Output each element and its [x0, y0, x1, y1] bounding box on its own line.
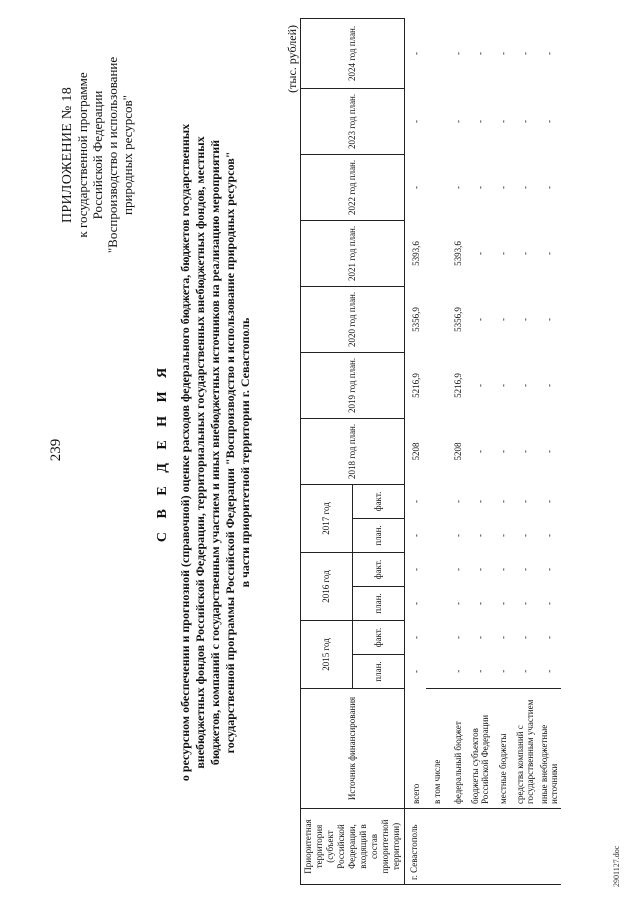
header-territory: Приоритетная территория (субъект Российской Федерации, входящий в состав приоритетной территории) [301, 809, 405, 885]
source-cell: в том числе [426, 689, 447, 809]
value-cell: - [410, 567, 421, 571]
source-cell: бюджеты субъектов Российской Федерации [468, 689, 492, 809]
header-fact: факт. [353, 552, 405, 586]
value-cell [426, 620, 447, 654]
value-cell: - [475, 533, 485, 537]
header-fact: факт. [353, 620, 405, 654]
value-cell: - [497, 119, 508, 123]
table-row [492, 18, 513, 884]
value-cell: - [544, 251, 554, 255]
source-cell: федеральный бюджет [447, 689, 468, 809]
value-cell: - [544, 317, 554, 321]
value-cell: - [520, 251, 530, 255]
value-cell: - [544, 185, 554, 189]
header-plan: план. [353, 655, 405, 689]
value-cell: 5356,9 [452, 307, 463, 332]
value-cell: - [475, 317, 485, 321]
table-row [405, 18, 427, 884]
value-cell: 5393,6 [452, 241, 463, 266]
header-year-plan: 2021 год план. [301, 220, 405, 286]
value-cell: - [544, 636, 554, 639]
header-fact: факт. [353, 484, 405, 518]
value-cell: - [452, 51, 463, 55]
value-cell: - [544, 51, 554, 55]
heading-line: бюджетов, компаний с государственным участием и иных внебюджетных источников на реализацию мероприятий [208, 139, 222, 766]
value-cell: - [475, 449, 485, 453]
value-cell: - [544, 119, 554, 123]
value-cell [426, 88, 447, 154]
source-cell: всего [410, 783, 421, 804]
appendix-line: "Воспроизводство и использование [105, 56, 120, 254]
header-year-plan: 2023 год план. [301, 88, 405, 154]
value-cell: - [520, 499, 530, 503]
table-row [537, 18, 561, 884]
value-cell: - [520, 567, 530, 571]
value-cell: - [475, 383, 485, 387]
heading-line: в части приоритетной территории г. Севастополь [238, 317, 252, 588]
header-year: 2015 год [301, 620, 353, 688]
value-cell: - [520, 669, 530, 673]
units-label: (тыс. рублей) [285, 25, 299, 93]
value-cell: - [410, 636, 421, 639]
value-cell: - [497, 251, 508, 255]
value-cell: - [520, 51, 530, 55]
value-cell [426, 552, 447, 586]
value-cell: - [497, 317, 508, 321]
value-cell: - [497, 449, 508, 453]
value-cell: - [520, 383, 530, 387]
value-cell: - [475, 119, 485, 123]
header-year-plan: 2018 год план. [301, 418, 405, 484]
table-row [447, 18, 468, 884]
value-cell: 5393,6 [410, 241, 421, 266]
territory-cell: г. Севастополь [405, 809, 562, 885]
value-cell [426, 518, 447, 552]
value-cell: - [520, 601, 530, 605]
value-cell: - [497, 383, 508, 387]
value-cell: - [410, 499, 421, 503]
appendix-block [60, 15, 135, 295]
value-cell [426, 418, 447, 484]
value-cell: - [544, 601, 554, 605]
header-source: Источник финансирования [301, 689, 405, 809]
value-cell: - [475, 567, 485, 571]
header-year-plan: 2022 год план. [301, 154, 405, 220]
value-cell: - [410, 670, 421, 673]
page-number: 239 [48, 438, 64, 462]
funding-table [300, 18, 561, 885]
value-cell: - [497, 669, 508, 673]
header-plan: план. [353, 518, 405, 552]
source-cell: местные бюджеты [492, 689, 513, 809]
header-year-plan: 2020 год план. [301, 286, 405, 352]
value-cell: - [475, 51, 485, 55]
value-cell: - [410, 533, 421, 537]
value-cell: - [497, 601, 508, 605]
source-cell: средства компаний с государственным участием [513, 689, 537, 809]
value-cell: - [520, 317, 530, 321]
value-cell [426, 220, 447, 286]
value-cell: - [497, 51, 508, 55]
value-cell: - [475, 601, 485, 605]
appendix-line: природных ресурсов" [120, 95, 135, 216]
document-code: 2901127.doc [612, 845, 621, 887]
value-cell: - [544, 533, 554, 537]
value-cell: - [410, 185, 421, 189]
value-cell: - [410, 119, 421, 123]
table-row [426, 18, 447, 884]
value-cell: 5208 [410, 442, 421, 461]
heading-title: С В Е Д Е Н И Я [155, 362, 170, 543]
value-cell: - [452, 533, 463, 537]
value-cell: - [544, 567, 554, 571]
value-cell: 5208 [452, 442, 463, 461]
value-cell: - [452, 669, 463, 673]
value-cell: - [520, 119, 530, 123]
value-cell: - [520, 636, 530, 639]
value-cell: - [497, 533, 508, 537]
value-cell: - [497, 499, 508, 503]
table-row [513, 18, 537, 884]
heading-line: о ресурсном обеспечении и прогнозной (справочной) оценке расходов федерального бюджета, бюджетов государственных [178, 123, 192, 782]
value-cell: 5216,9 [452, 373, 463, 398]
header-year-plan: 2024 год план. [301, 18, 405, 88]
value-cell [426, 586, 447, 620]
value-cell: - [452, 499, 463, 503]
value-cell: - [544, 669, 554, 673]
appendix-title: ПРИЛОЖЕНИЕ № 18 [60, 87, 75, 223]
value-cell: - [520, 533, 530, 537]
value-cell: - [544, 449, 554, 453]
value-cell [426, 352, 447, 418]
value-cell: - [452, 636, 463, 639]
value-cell: - [475, 669, 485, 673]
header-year: 2016 год [301, 552, 353, 620]
table-row [468, 18, 492, 884]
value-cell [426, 655, 447, 689]
header-year-plan: 2019 год план. [301, 352, 405, 418]
value-cell: - [475, 636, 485, 639]
value-cell: - [475, 499, 485, 503]
value-cell: - [452, 185, 463, 189]
value-cell: - [520, 449, 530, 453]
header-plan: план. [353, 586, 405, 620]
value-cell: - [410, 601, 421, 605]
document-heading [155, 35, 253, 870]
appendix-line: к государственной программе [75, 72, 90, 238]
value-cell: - [497, 567, 508, 571]
value-cell: - [544, 499, 554, 503]
heading-line: внебюджетных фондов Российской Федерации, территориальных государственных внебюджетных фондов, местных [193, 136, 207, 769]
value-cell [426, 18, 447, 88]
value-cell: 5216,9 [410, 373, 421, 398]
value-cell: - [475, 185, 485, 189]
value-cell: - [497, 636, 508, 639]
header-year: 2017 год [301, 484, 353, 552]
value-cell: - [452, 119, 463, 123]
value-cell: 5356,9 [410, 307, 421, 332]
value-cell: - [452, 567, 463, 571]
value-cell [426, 484, 447, 518]
value-cell: - [452, 601, 463, 605]
value-cell [426, 286, 447, 352]
value-cell: - [497, 185, 508, 189]
value-cell [426, 154, 447, 220]
value-cell: - [475, 251, 485, 255]
value-cell: - [544, 383, 554, 387]
value-cell: - [410, 51, 421, 55]
appendix-line: Российской Федерации [90, 90, 105, 220]
heading-line: государственной программы Российской Федерации "Воспроизводство и использование природных ресурсов" [223, 151, 237, 754]
source-cell: иные внебюджетные источники [537, 689, 561, 809]
value-cell: - [520, 185, 530, 189]
